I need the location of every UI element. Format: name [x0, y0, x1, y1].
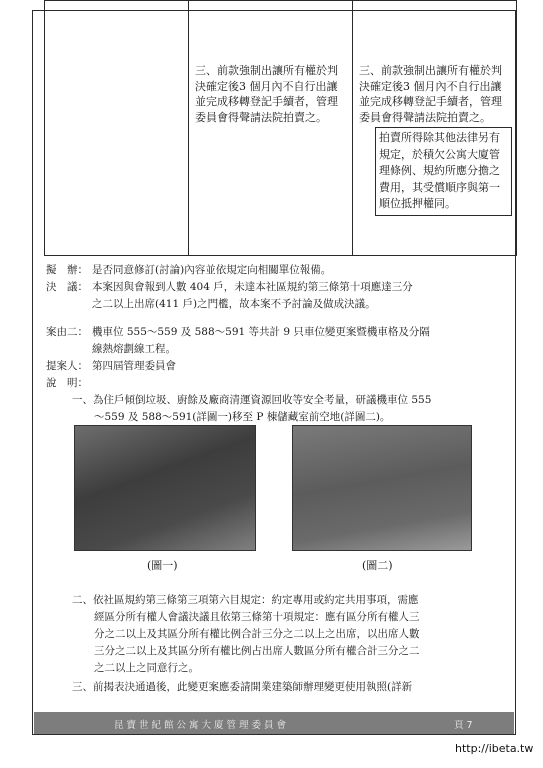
revised-clause-text: 三、前款強制出讓所有權於判決確定後3 個月內不自行出讓並完成移轉登記手續者，管理委員會得聲請法院拍賣之。 [359, 64, 502, 124]
item2-line-2: 經區分所有權人會議決議且依第三條第十項規定：應有區分所有權人三 [94, 611, 420, 623]
table-blank-cell [45, 1, 189, 256]
caption-figure-1: (圖一) [147, 559, 178, 572]
item1-line-1: 一、為住戶傾倒垃圾、廚餘及廠商清運資源回收等安全考量，研議機車位 555 [72, 394, 432, 406]
caption-figure-2: (圖二) [362, 559, 393, 572]
photo-figure-2 [292, 425, 472, 551]
proposer-label: 提案人： [46, 360, 88, 372]
item2-line-1: 二、依社區規約第三條第三項第六目規定：約定專用或約定共用事項，需應 [72, 594, 419, 606]
case-line-2: 線熱熔劃線工程。 [92, 343, 176, 355]
footer-title: 昆寶世紀館公寓大廈管理委員會 [114, 720, 290, 731]
table-cell-revised [353, 1, 517, 256]
case-label: 案由二： [46, 326, 88, 338]
item3-line-1: 三、前揭表決通過後，此變更案應委請開業建築師辦理變更使用執照(詳新 [72, 681, 413, 693]
item2-line-4: 三分之二以上及其區分所有權比例占出席人數區分所有權合計三分之二 [94, 645, 420, 657]
comparison-table [44, 0, 517, 256]
photo-figure-1 [74, 425, 256, 551]
table-cell-original [189, 1, 353, 256]
case-line-1: 機車位 555～559 及 588～591 等共計 9 只車位變更案暨機車格及分隔 [92, 326, 430, 338]
item2-line-3: 分之二以上及其區分所有權比例合計三分之二以上之出席，以出席人數 [94, 628, 420, 640]
decision-label: 決 議： [46, 281, 88, 293]
decision-line-1: 本案因與會報到人數 404 戶，未達本社區規約第三條第十項應達三分 [92, 281, 413, 293]
item2-line-5: 之二以上之同意行之。 [94, 662, 199, 674]
explain-label: 說 明： [46, 377, 88, 389]
page-footer [34, 712, 514, 734]
footer-page-number: 頁 7 [454, 720, 473, 731]
item1-line-2: ～559 及 588～591(詳圖一)移至 P 棟儲藏室前空地(詳圖二)。 [94, 411, 391, 423]
proposer-text: 第四屆管理委員會 [92, 360, 176, 372]
original-clause-text: 三、前款強制出讓所有權於判決確定後3 個月內不自行出讓並完成移轉登記手續者，管理委員會得聲請法院拍賣之。 [195, 64, 338, 124]
plan-text: 是否同意修訂(討論)內容並依規定向相關單位報備。 [92, 264, 332, 276]
plan-label: 擬 辦： [46, 264, 88, 276]
revised-added-text: 拍賣所得除其他法律另有規定，於積欠公寓大廈管理條例、規約所應分擔之費用，其受償順序與第一順位抵押權同。 [375, 127, 512, 216]
watermark-url: http://ibeta.tw [455, 742, 534, 755]
decision-line-2: 之二以上出席(411 戶)之門檻，故本案不予討論及做成決議。 [92, 298, 376, 310]
